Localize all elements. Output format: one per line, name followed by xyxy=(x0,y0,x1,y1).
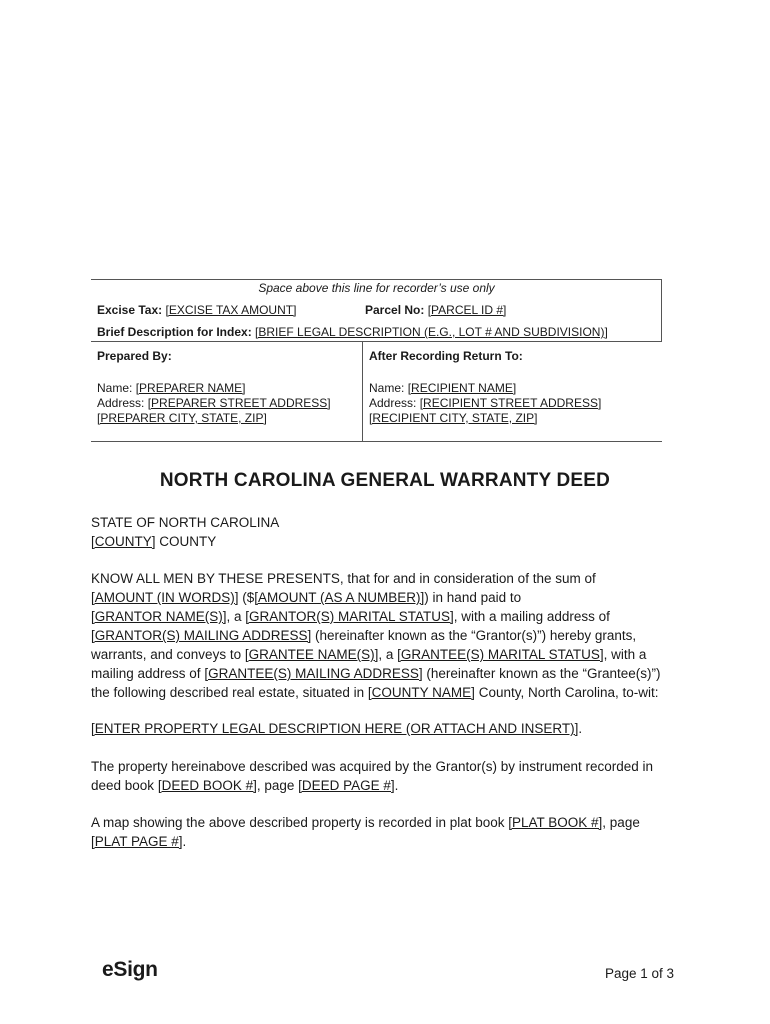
text-fragment: deed book xyxy=(91,778,158,793)
text-fragment: . xyxy=(182,834,187,849)
text-fragment: , with a mailing address of xyxy=(453,609,610,624)
grantor-marital-status-field[interactable]: [GRANTOR(S) MARITAL STATUS] xyxy=(245,609,454,624)
preparer-name-label: Name: xyxy=(97,381,133,395)
preparer-name-field[interactable]: [PREPARER NAME] xyxy=(135,381,246,395)
text-fragment: (hereinafter known as the “Grantee(s)”) xyxy=(422,666,661,681)
acquisition-line-2 xyxy=(91,776,691,795)
conveyance-line-3 xyxy=(91,607,691,626)
recipient-address-field[interactable]: [RECIPIENT STREET ADDRESS] xyxy=(419,396,602,410)
grantor-name-field[interactable]: [GRANTOR NAME(S)] xyxy=(91,609,227,624)
conveyance-line-7 xyxy=(91,683,691,702)
conveyance-line-5 xyxy=(91,645,691,664)
text-fragment: mailing address of xyxy=(91,666,205,681)
recipient-city-field[interactable]: [RECIPIENT CITY, STATE, ZIP] xyxy=(369,411,538,425)
legal-description-line xyxy=(91,719,691,738)
plat-line-1 xyxy=(91,813,691,832)
amount-number-field[interactable]: [AMOUNT (AS A NUMBER)] xyxy=(254,590,425,605)
text-fragment: . xyxy=(394,778,399,793)
esign-logo: eSign xyxy=(102,958,158,981)
amount-words-field[interactable]: [AMOUNT (IN WORDS)] xyxy=(91,590,239,605)
county-field[interactable]: [COUNTY] xyxy=(91,534,156,549)
plat-book-field[interactable]: [PLAT BOOK #] xyxy=(508,815,603,830)
brief-description-row xyxy=(97,325,608,339)
deed-page-field[interactable]: [DEED PAGE #] xyxy=(298,778,395,793)
recipient-address-line xyxy=(369,396,601,411)
conveyance-line-2 xyxy=(91,588,691,607)
recorder-box xyxy=(91,279,662,442)
text-fragment: (hereinafter known as the “Grantor(s)”) hereby grants, xyxy=(311,628,637,643)
text-fragment: , with a xyxy=(603,647,647,662)
plat-page-field[interactable]: [PLAT PAGE #] xyxy=(91,834,183,849)
excise-tax-row xyxy=(97,303,296,317)
text-fragment: , a xyxy=(226,609,246,624)
text-fragment: warrants, and conveys to xyxy=(91,647,245,662)
parcel-no-row xyxy=(365,303,506,317)
brief-description-field[interactable]: [BRIEF LEGAL DESCRIPTION (E.G., LOT # AND SUBDIVISION)] xyxy=(255,325,608,339)
text-fragment: , page xyxy=(256,778,299,793)
text-fragment: ) in hand paid to xyxy=(424,590,522,605)
conveyance-line-4 xyxy=(91,626,691,645)
text-fragment: , page xyxy=(602,815,640,830)
excise-tax-label: Excise Tax: xyxy=(97,303,163,317)
acquisition-paragraph xyxy=(91,757,691,795)
grantor-address-field[interactable]: [GRANTOR(S) MAILING ADDRESS] xyxy=(91,628,312,643)
recipient-name-label: Name: xyxy=(369,381,405,395)
preparer-city-field[interactable]: [PREPARER CITY, STATE, ZIP] xyxy=(97,411,267,425)
recipient-city-line xyxy=(369,411,601,426)
text-fragment: County, North Carolina, to-wit: xyxy=(474,685,659,700)
parcel-id-field[interactable]: [PARCEL ID #] xyxy=(427,303,507,317)
county-name-field[interactable]: [COUNTY NAME] xyxy=(367,685,475,700)
text-fragment: the following described real estate, situated in xyxy=(91,685,368,700)
grantee-name-field[interactable]: [GRANTEE NAME(S)] xyxy=(244,647,379,662)
conveyance-line-1: KNOW ALL MEN BY THESE PRESENTS, that for and in consideration of the sum of xyxy=(91,571,596,586)
prepared-by-block xyxy=(97,349,331,426)
brief-description-label: Brief Description for Index: xyxy=(97,325,252,339)
recipient-name-line xyxy=(369,381,601,396)
text-fragment: A map showing the above described property is recorded in plat book xyxy=(91,815,509,830)
page-number: Page 1 of 3 xyxy=(605,966,675,981)
conveyance-paragraph xyxy=(91,569,691,702)
preparer-city-line xyxy=(97,411,331,426)
recorder-space-note: Space above this line for recorder’s use only xyxy=(258,281,495,295)
grantee-address-field[interactable]: [GRANTEE(S) MAILING ADDRESS] xyxy=(204,666,423,681)
return-to-label: After Recording Return To: xyxy=(369,349,523,363)
recipient-address-label: Address: xyxy=(369,396,417,410)
county-line xyxy=(91,532,691,551)
preparer-name-line xyxy=(97,381,331,396)
document-title: NORTH CAROLINA GENERAL WARRANTY DEED xyxy=(159,470,611,491)
legal-description-paragraph xyxy=(91,719,691,738)
legal-description-field[interactable]: [ENTER PROPERTY LEGAL DESCRIPTION HERE (OR ATTACH AND INSERT)] xyxy=(91,721,579,736)
state-county-block xyxy=(91,513,691,551)
grantee-marital-status-field[interactable]: [GRANTEE(S) MARITAL STATUS] xyxy=(397,647,604,662)
excise-tax-field[interactable]: [EXCISE TAX AMOUNT] xyxy=(165,303,297,317)
text-fragment: , a xyxy=(378,647,398,662)
plat-line-2 xyxy=(91,832,691,851)
deed-book-field[interactable]: [DEED BOOK #] xyxy=(157,778,257,793)
recorder-header-section xyxy=(91,280,662,342)
text-fragment: ($ xyxy=(238,590,255,605)
acquisition-line-1: The property hereinabove described was acquired by the Grantor(s) by instrument recorded in xyxy=(91,759,654,774)
conveyance-line-6 xyxy=(91,664,691,683)
prepared-by-label: Prepared By: xyxy=(97,349,172,363)
plat-paragraph xyxy=(91,813,691,851)
text-fragment: . xyxy=(578,721,583,736)
column-divider xyxy=(362,342,363,441)
county-suffix: COUNTY xyxy=(155,534,217,549)
preparer-address-label: Address: xyxy=(97,396,145,410)
recipient-name-field[interactable]: [RECIPIENT NAME] xyxy=(407,381,517,395)
preparer-address-field[interactable]: [PREPARER STREET ADDRESS] xyxy=(147,396,331,410)
parcel-no-label: Parcel No: xyxy=(365,303,425,317)
state-line: STATE OF NORTH CAROLINA xyxy=(91,515,280,530)
return-to-block xyxy=(369,349,601,426)
preparer-address-line xyxy=(97,396,331,411)
